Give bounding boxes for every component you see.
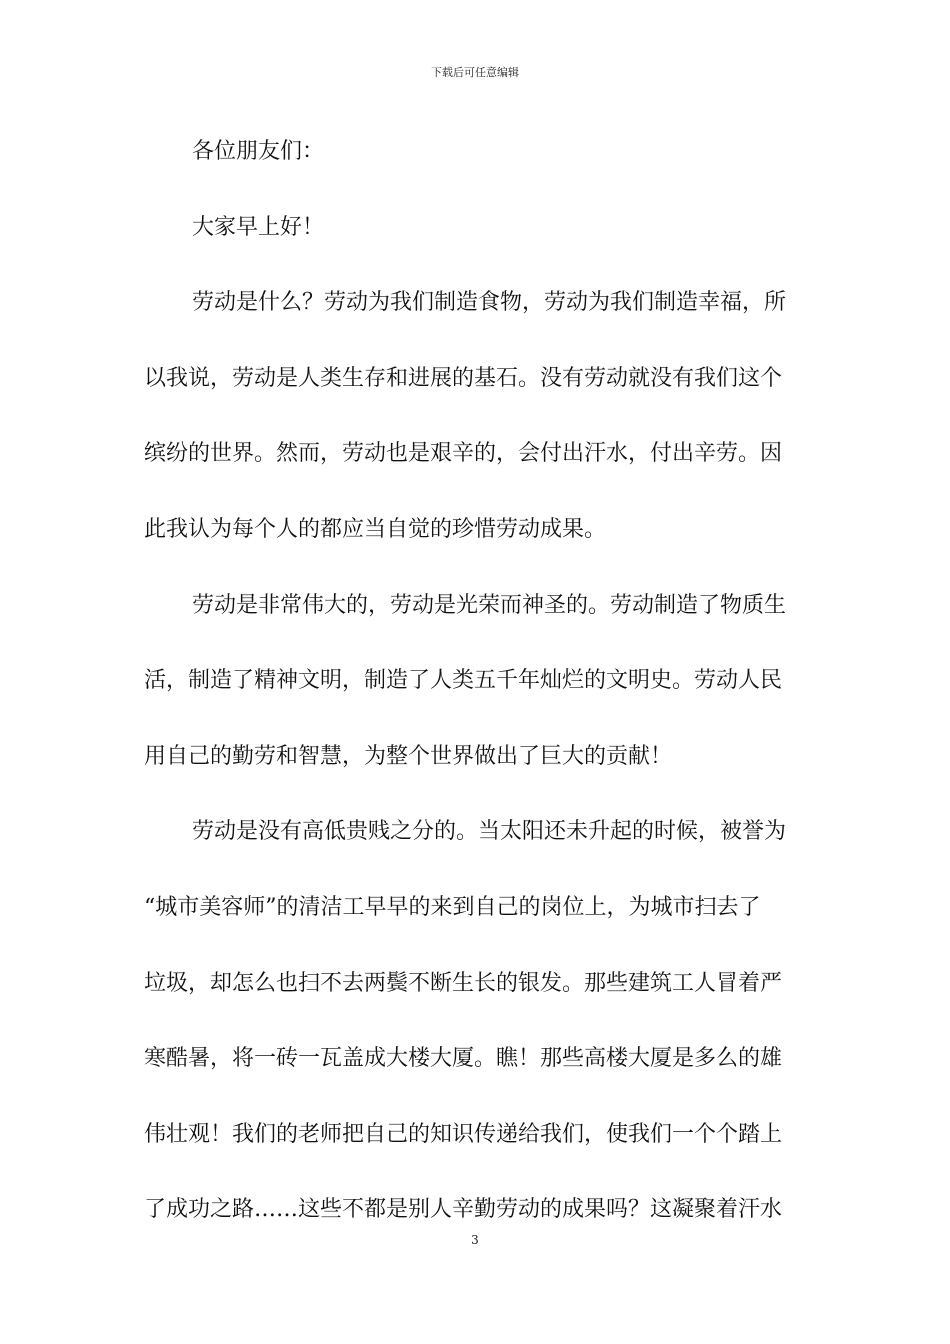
text-line: 垃圾，却怎么也扫不去两鬓不断生长的银发。那些建筑工人冒着严 — [144, 970, 783, 996]
page-header: 下载后可任意编辑 — [431, 66, 519, 79]
text-line: 活，制造了精神文明，制造了人类五千年灿烂的文明史。劳动人民 — [144, 668, 783, 694]
text-line: 劳动是什么？劳动为我们制造食物，劳动为我们制造幸福，所 — [192, 290, 787, 316]
text-line: 缤纷的世界。然而，劳动也是艰辛的，会付出汗水，付出辛劳。因 — [144, 441, 783, 467]
text-line: “城市美容师”的清洁工早早的来到自己的岗位上，为城市扫去了 — [144, 894, 761, 920]
text-line: 用自己的勤劳和智慧，为整个世界做出了巨大的贡献！ — [144, 743, 673, 769]
text-line: 各位朋友们： — [192, 139, 325, 164]
text-line: 寒酷暑，将一砖一瓦盖成大楼大厦。瞧！那些高楼大厦是多么的雄 — [144, 1046, 783, 1072]
text-line: 了成功之路……这些不都是别人辛勤劳动的成果吗？这凝聚着汗水 — [144, 1197, 783, 1223]
text-line: 大家早上好！ — [192, 214, 325, 240]
page-number: 3 — [471, 1233, 479, 1247]
text-line: 此我认为每个人的都应当自觉的珍惜劳动成果。 — [144, 516, 607, 542]
document-body — [144, 130, 806, 1264]
text-line: 以我说，劳动是人类生存和进展的基石。没有劳动就没有我们这个 — [144, 365, 783, 391]
text-line: 劳动是非常伟大的，劳动是光荣而神圣的。劳动制造了物质生 — [192, 592, 787, 618]
text-line: 劳动是没有高低贵贱之分的。当太阳还未升起的时候，被誉为 — [192, 819, 787, 845]
text-line: 伟壮观！我们的老师把自己的知识传递给我们，使我们一个个踏上 — [144, 1121, 783, 1147]
